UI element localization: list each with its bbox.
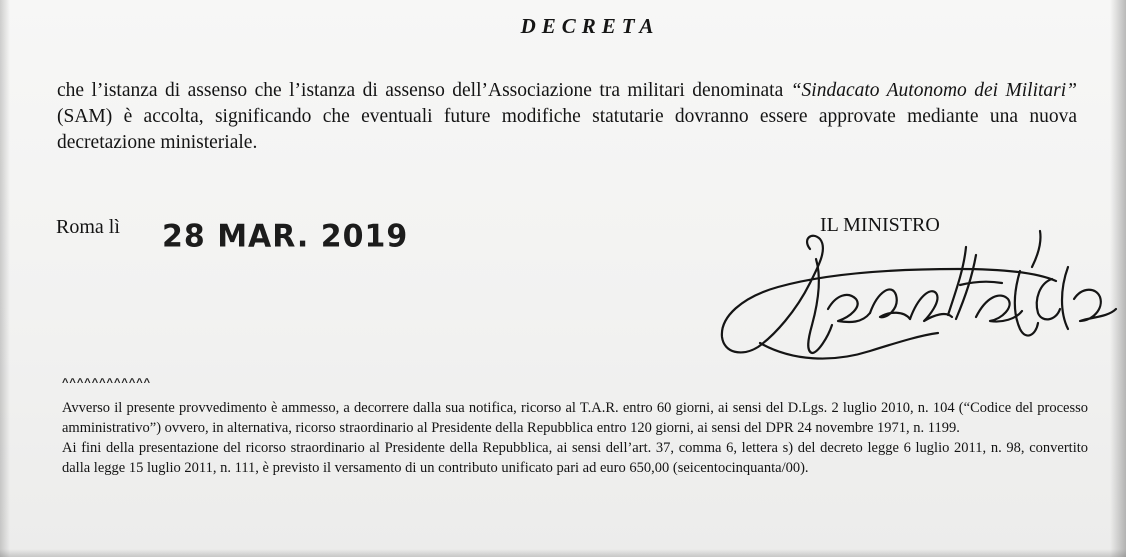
- date-stamp: 28 MAR. 2019: [162, 218, 409, 255]
- minister-title: IL MINISTRO: [820, 214, 940, 236]
- place-label: Roma lì: [56, 216, 120, 238]
- separator-marks: ^^^^^^^^^^^^: [62, 377, 152, 389]
- legal-notice: [62, 398, 1088, 478]
- notice-paragraph-fee: Ai fini della presentazione del ricorso straordinario al Presidente della Repubblica, ai sensi dell’art. 37, comma 6, lettera s) del decreto legge 6 luglio 2011, n. 98, convertito dalla legge 15 luglio 2011, n. 111, è previsto il versamento di un contributo unificato pari ad euro 650,00 (seicentocinquanta/00).: [62, 440, 1088, 476]
- page-left-shadow: [0, 0, 10, 557]
- organization-name: “Sindacato Autonomo dei Militari”: [790, 80, 1078, 101]
- decree-heading: DECRETA: [520, 14, 660, 38]
- handwritten-signature: [720, 225, 1126, 365]
- decree-text-after: (SAM) è accolta, significando che eventuali future modifiche statutarie dovranno essere approvate mediante una nuova decretazione ministeriale.: [57, 106, 1077, 153]
- decree-paragraph: [57, 78, 1077, 156]
- decree-text-before: che l’istanza di assenso che l’istanza di assenso dell’Associazione tra militari denominata: [57, 80, 791, 101]
- page-bottom-shadow: [0, 549, 1126, 557]
- notice-paragraph-appeal: Avverso il presente provvedimento è ammesso, a decorrere dalla sua notifica, ricorso al T.A.R. entro 60 giorni, ai sensi del D.Lgs. 2 luglio 2010, n. 104 (“Codice del processo amministrativo”) ovvero, in alternativa, ricorso straordinario al Presidente della Repubblica entro 120 giorni, ai sensi del DPR 24 novembre 1971, n. 1199.: [62, 400, 1088, 436]
